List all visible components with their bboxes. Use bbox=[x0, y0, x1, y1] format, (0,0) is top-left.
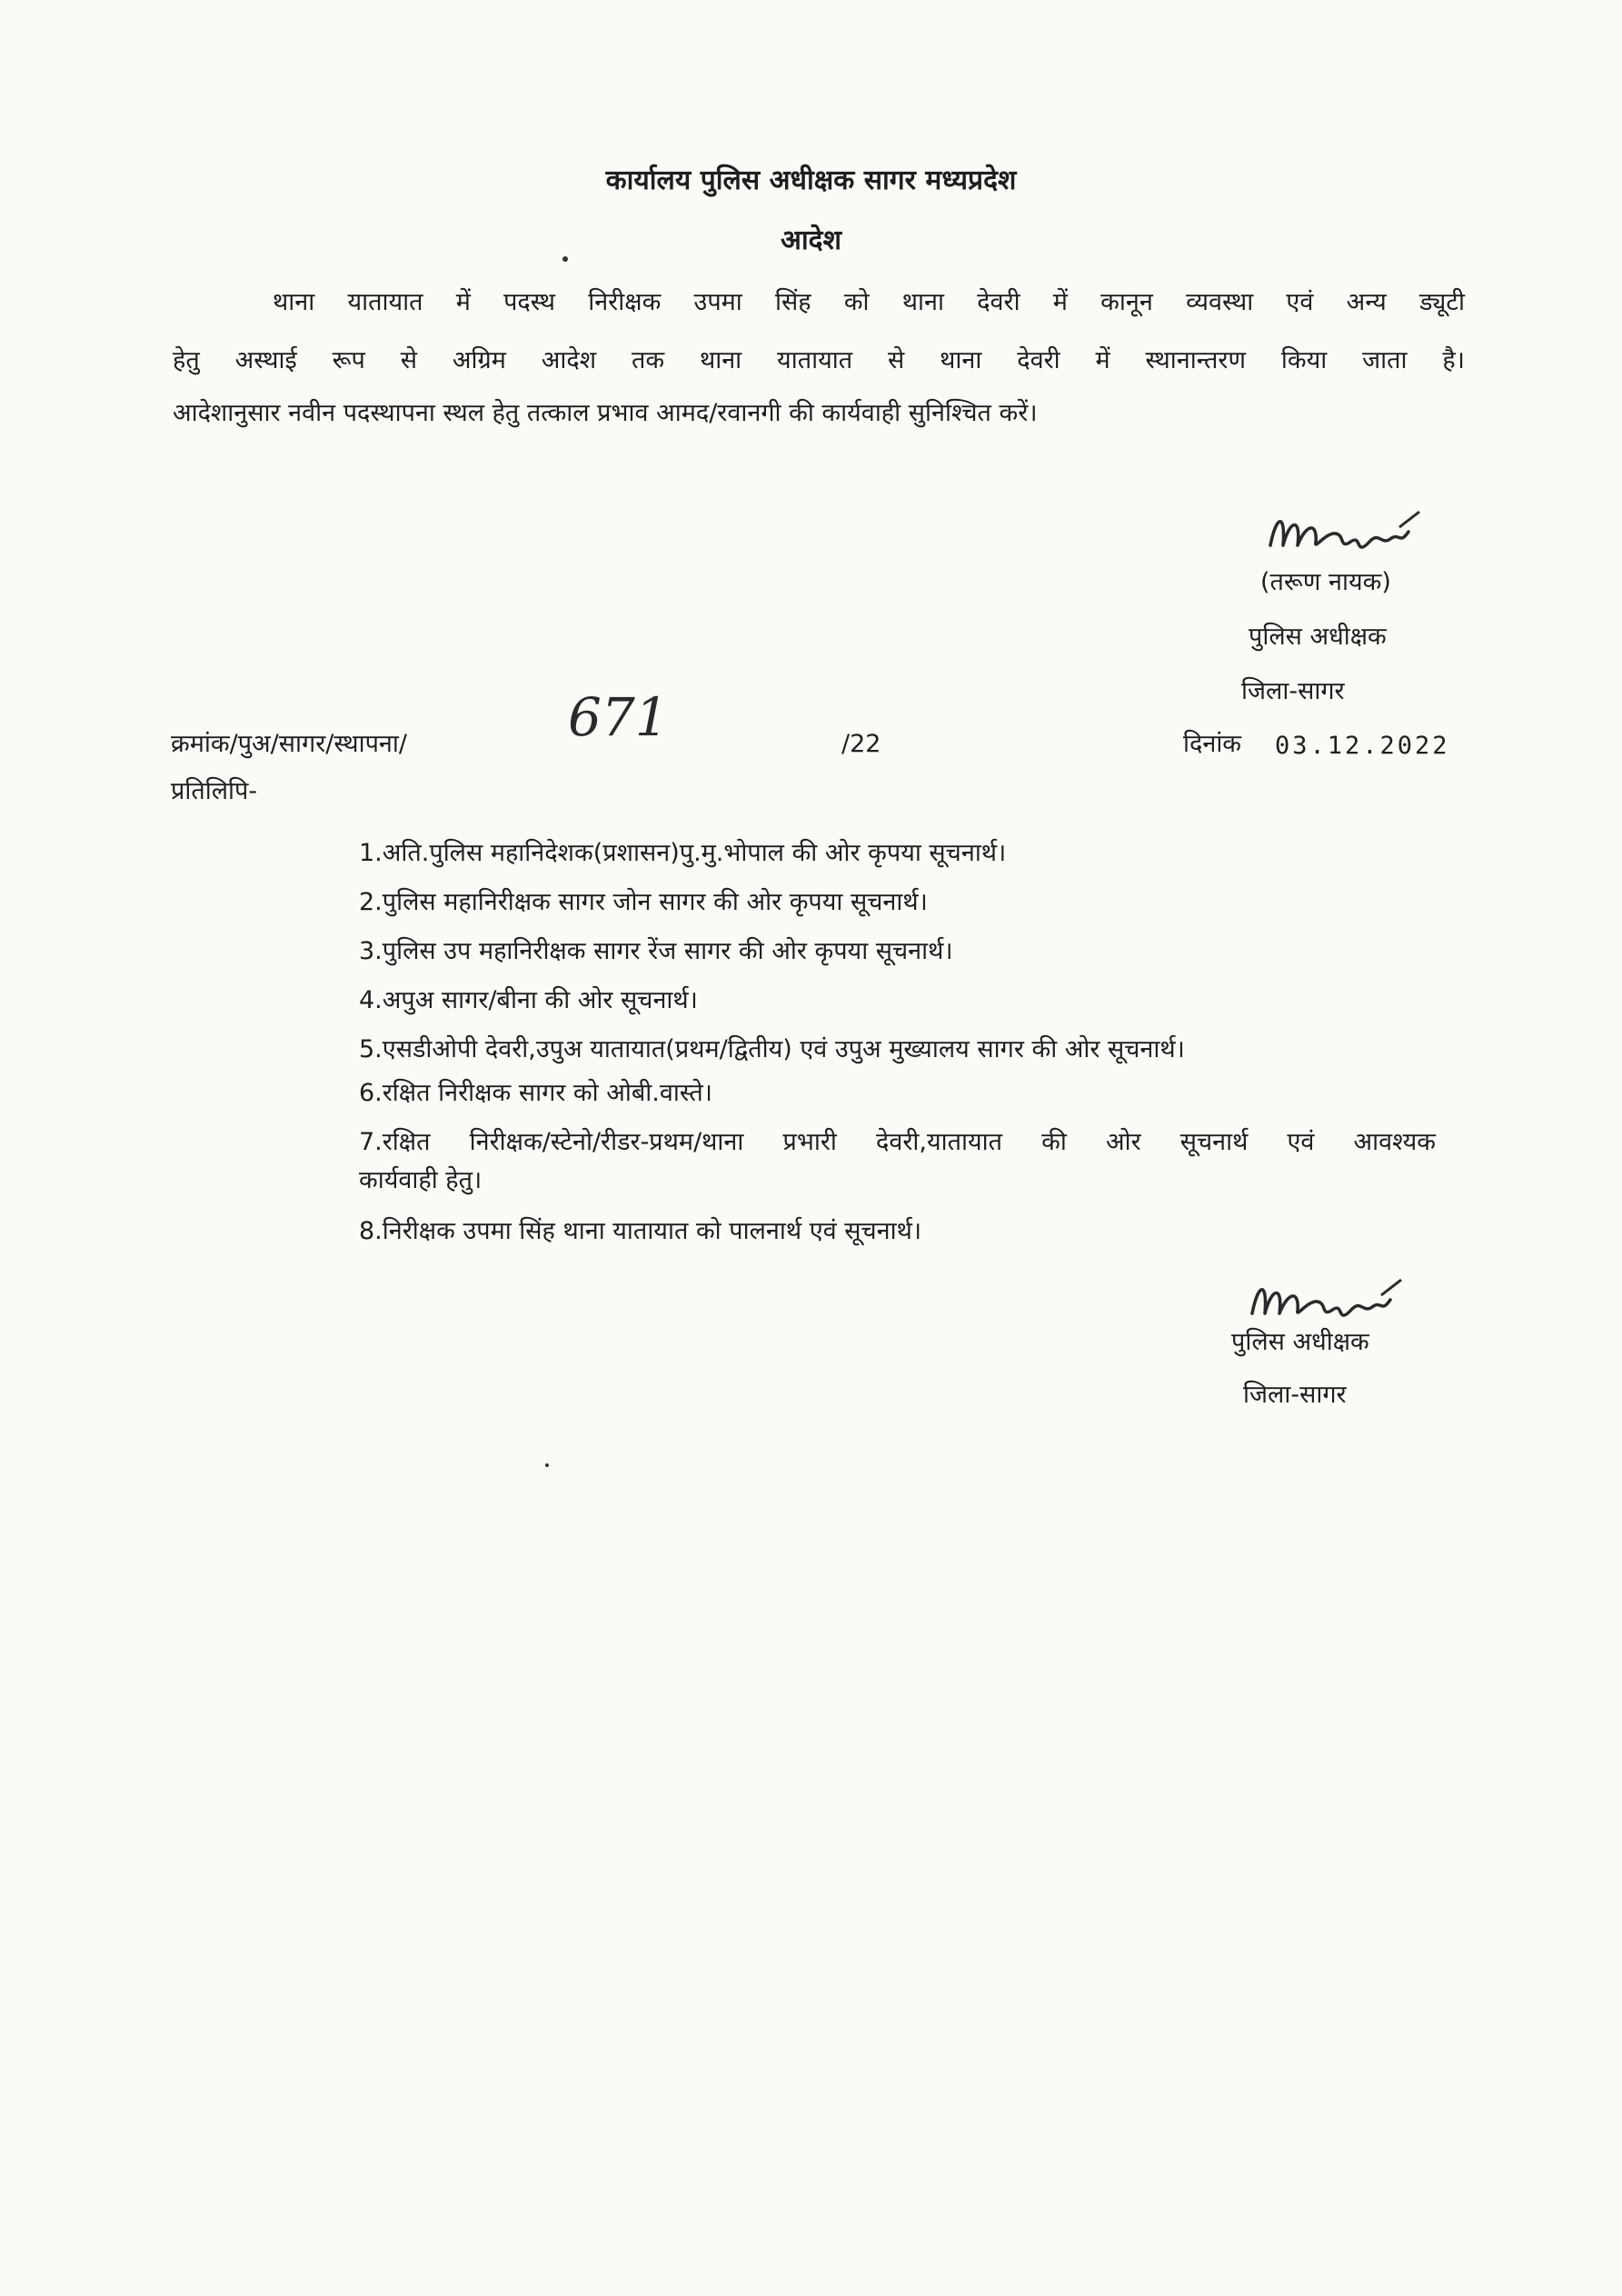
copy-item: 4.अपुअ सागर/बीना की ओर सूचनार्थ। bbox=[359, 986, 698, 1014]
body-line-3: आदेशानुसार नवीन पदस्थापना स्थल हेतु तत्काल प्रभाव आमद/रवानगी की कार्यवाही सुनिश्चित करें। bbox=[173, 399, 1038, 427]
handwritten-signature-1 bbox=[1263, 504, 1427, 568]
reference-number-label: क्रमांक/पुअ/सागर/स्थापना/ bbox=[171, 730, 407, 758]
copy-item: 7.रक्षित निरीक्षक/स्टेनो/रीडर-प्रथम/थाना प्रभारी देवरी,यातायात की ओर सूचनार्थ एवं आवश्यक bbox=[359, 1128, 1436, 1156]
date-label: दिनांक bbox=[1183, 730, 1242, 758]
body-line-1: थाना यातायात में पदस्थ निरीक्षक उपमा सिंह को थाना देवरी में कानून व्यवस्था एवं अन्य ड्यूटी bbox=[273, 288, 1465, 316]
order-title: आदेश bbox=[781, 225, 841, 256]
signatory-name: (तरूण नायक) bbox=[1260, 568, 1391, 596]
office-heading: कार्यालय पुलिस अधीक्षक सागर मध्यप्रदेश bbox=[605, 165, 1017, 196]
body-line-2: हेतु अस्थाई रूप से अग्रिम आदेश तक थाना यातायात से थाना देवरी में स्थानान्तरण किया जाता है। bbox=[173, 346, 1465, 374]
signatory-designation-1: पुलिस अधीक्षक bbox=[1249, 623, 1387, 651]
scan-speck bbox=[562, 256, 568, 262]
date-value: 03.12.2022 bbox=[1275, 732, 1450, 760]
handwritten-reference-number: 671 bbox=[568, 686, 669, 748]
signatory-district-1: जिला-सागर bbox=[1241, 677, 1345, 705]
copy-label: प्रतिलिपि- bbox=[171, 777, 258, 805]
copy-item: 8.निरीक्षक उपमा सिंह थाना यातायात को पालनार्थ एवं सूचनार्थ। bbox=[359, 1217, 922, 1245]
scan-speck bbox=[545, 1463, 549, 1467]
copy-item-continuation: कार्यवाही हेतु। bbox=[359, 1166, 483, 1194]
copy-item: 5.एसडीओपी देवरी,उपुअ यातायात(प्रथम/द्वितीय) एवं उपुअ मुख्यालय सागर की ओर सूचनार्थ। bbox=[359, 1035, 1185, 1063]
copy-item: 1.अति.पुलिस महानिदेशक(प्रशासन)पु.मु.भोपाल की ओर कृपया सूचनार्थ। bbox=[359, 839, 1007, 867]
copy-item: 6.रक्षित निरीक्षक सागर को ओबी.वास्ते। bbox=[359, 1079, 712, 1107]
copy-item: 3.पुलिस उप महानिरीक्षक सागर रेंज सागर की ओर कृपया सूचनार्थ। bbox=[359, 937, 953, 965]
copy-item: 2.पुलिस महानिरीक्षक सागर जोन सागर की ओर कृपया सूचनार्थ। bbox=[359, 888, 928, 916]
signatory-district-2: जिला-सागर bbox=[1243, 1381, 1347, 1409]
signatory-designation-2: पुलिस अधीक्षक bbox=[1231, 1328, 1369, 1356]
reference-year-suffix: /22 bbox=[841, 730, 881, 758]
